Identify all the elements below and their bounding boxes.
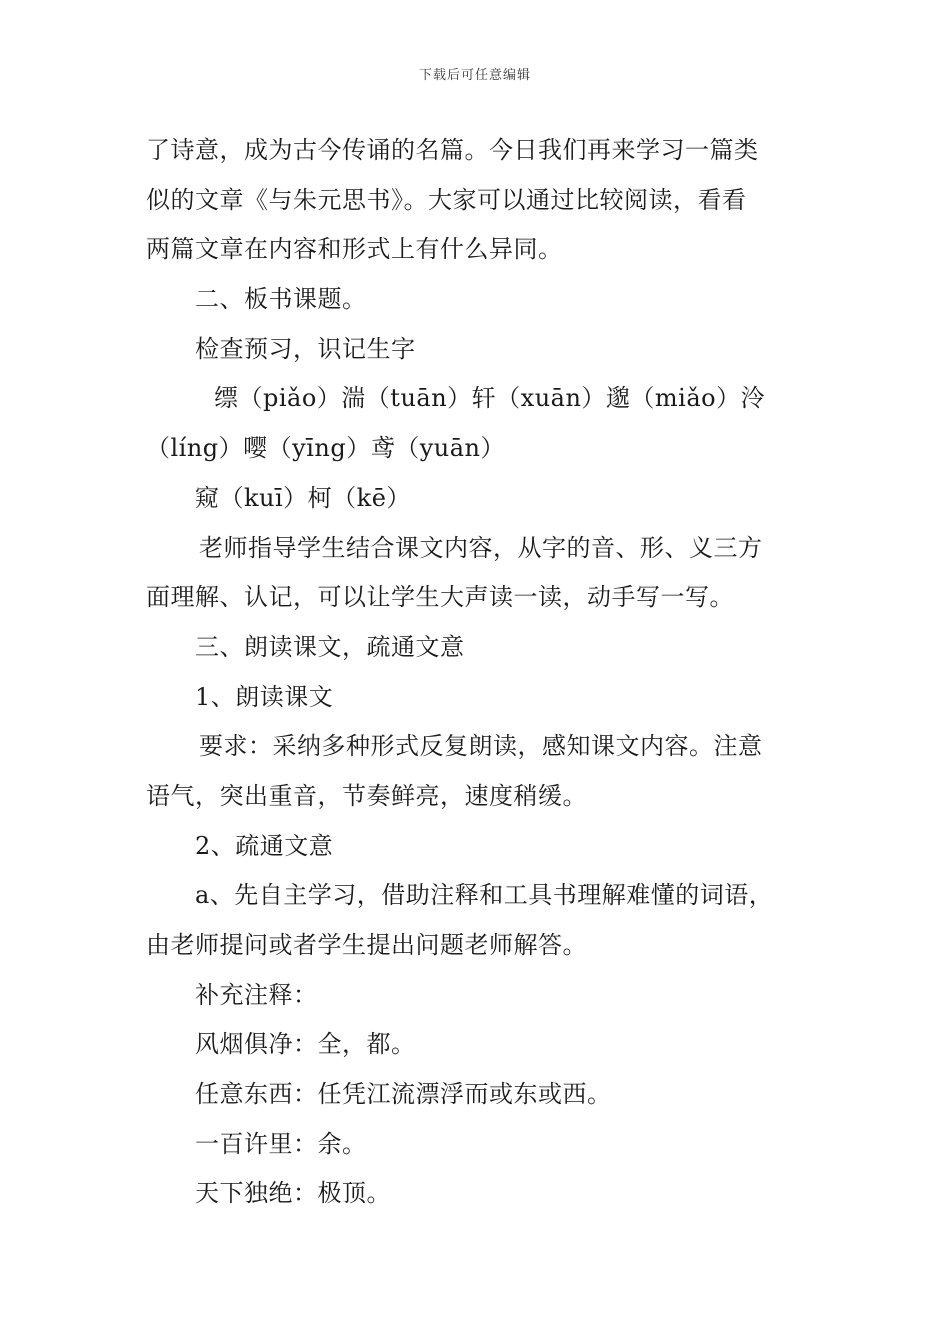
section-heading: 二、板书课题。 [195, 285, 367, 314]
annotation-heading: 补充注释： [195, 980, 318, 1009]
paragraph-line: 由老师提问或者学生提出问题老师解答。 [146, 931, 587, 959]
vocab-line: （líng）嘤（yīng）鸢（yuān） [146, 434, 506, 463]
page-header-note: 下载后可任意编辑 [418, 68, 531, 83]
section-heading: 三、朗读课文，疏通文意 [195, 632, 465, 661]
paragraph-line: 似的文章《与朱元思书》。大家可以通过比较阅读，看看 [146, 185, 747, 214]
paragraph-line: 两篇文章在内容和形式上有什么异同。 [146, 235, 563, 264]
paragraph-line: a、先自主学习，借助注释和工具书理解难懂的词语， [195, 881, 774, 910]
paragraph-line: 老师指导学生结合课文内容，从字的音、形、义三方 [199, 533, 763, 562]
document-body [146, 126, 810, 1219]
annotation-item: 一百许里：余。 [195, 1129, 367, 1158]
annotation-item: 风烟俱净：全，都。 [195, 1030, 416, 1059]
paragraph-line: 检查预习，识记生字 [195, 334, 416, 363]
subsection-heading: 2、疏通文意 [195, 831, 334, 860]
subsection-heading: 1、朗读课文 [195, 682, 334, 711]
paragraph-line: 了诗意，成为古今传诵的名篇。今日我们再来学习一篇类 [146, 136, 759, 164]
paragraph-line: 要求：采纳多种形式反复朗读，感知课文内容。注意 [199, 732, 763, 761]
vocab-line: 缥（piǎo）湍（tuān）轩（xuān）邈（miǎo）泠 [214, 384, 766, 413]
paragraph-line: 语气，突出重音，节奏鲜亮，速度稍缓。 [146, 781, 587, 810]
vocab-line: 窥（kuī）柯（kē） [195, 483, 411, 512]
annotation-item: 天下独绝：极顶。 [195, 1179, 391, 1208]
paragraph-line: 面理解、认记，可以让学生大声读一读，动手写一写。 [146, 583, 734, 612]
annotation-item: 任意东西：任凭江流漂浮而或东或西。 [195, 1080, 612, 1109]
